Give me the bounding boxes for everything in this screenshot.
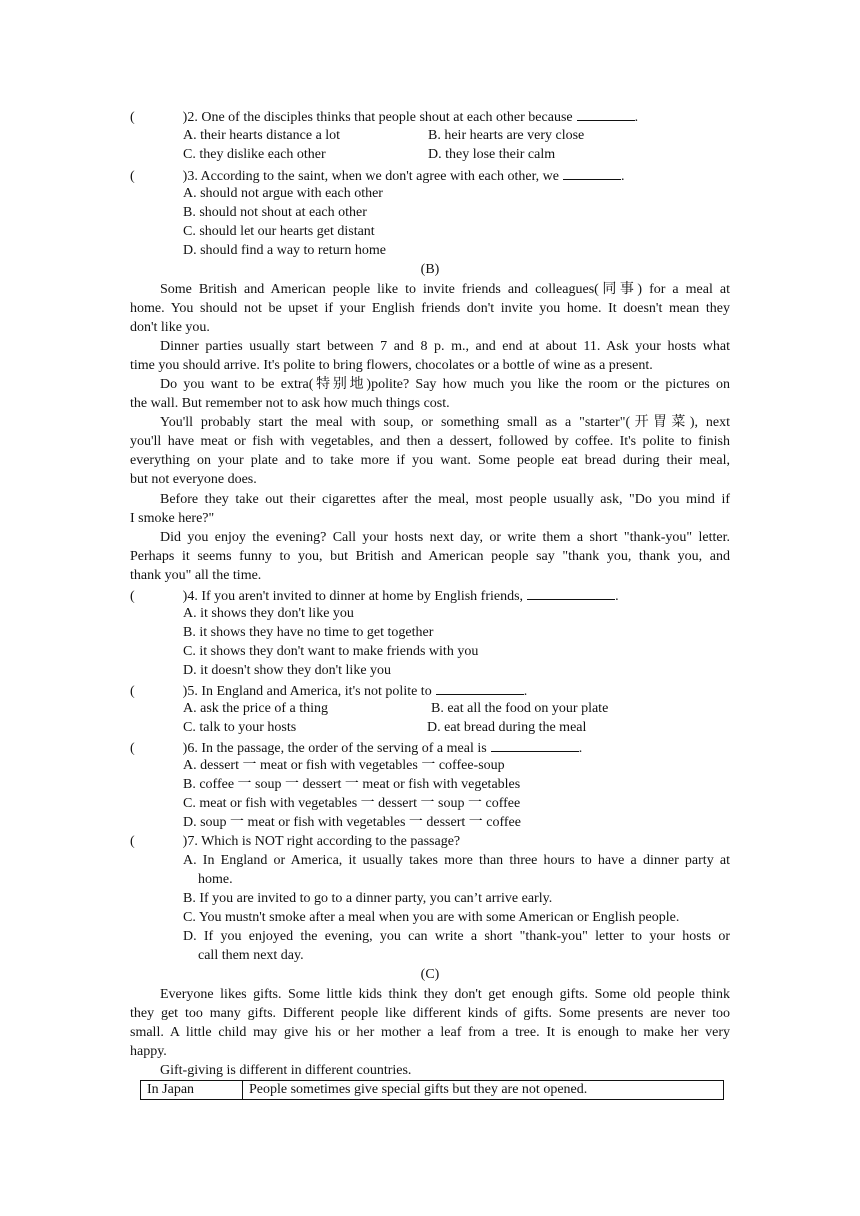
question-3-stem: ( )3. According to the saint, when we don't agree with each other, we . [130, 165, 625, 186]
question-3-option-a: A. should not argue with each other [183, 186, 383, 201]
question-7-stem [130, 832, 460, 851]
passage-b-p6-line1: Did you enjoy the evening? Call your hosts next day, or write them a short "thank-you" letter. [160, 530, 730, 545]
question-5-option-b: B. eat all the food on your plate [431, 701, 609, 716]
question-2-option-d: D. they lose their calm [428, 147, 556, 162]
table-cell-country: In Japan [141, 1081, 243, 1100]
question-2-option-a: A. their hearts distance a lot [183, 128, 341, 143]
question-4-option-c: C. it shows they don't want to make friends with you [183, 644, 479, 659]
passage-b-p4-line3: everything on your plate and to take more if you want. Some people eat bread during their meal, [130, 453, 730, 468]
passage-b-p1-line3: don't like you. [130, 320, 210, 335]
question-4-stem: ( )4. If you aren't invited to dinner at home by English friends, . [130, 585, 619, 606]
question-7-option-d-line1: D. If you enjoyed the evening, you can write a short "thank-you" letter to your hosts or [183, 929, 730, 944]
passage-b-p3-line1: Do you want to be extra(特别地)polite? Say how much you like the room or the pictures on [160, 377, 730, 392]
question-7-option-b: B. If you are invited to go to a dinner party, you can’t arrive early. [183, 891, 553, 906]
question-2-stem: ( )2. One of the disciples thinks that people shout at each other because . [130, 106, 638, 127]
question-6-text: )6. In the passage, the order of the serving of a meal is [182, 741, 487, 756]
answer-paren: ( [130, 684, 135, 699]
passage-b-p2-line2: time you should arrive. It's polite to bring flowers, chocolates or a bottle of wine as a present. [130, 358, 653, 373]
passage-b-p5-line1: Before they take out their cigarettes after the meal, most people usually ask, "Do you mind if [160, 492, 730, 507]
question-4-option-b: B. it shows they have no time to get together [183, 625, 434, 640]
passage-b-p6-line3: thank you" all the time. [130, 568, 262, 583]
question-4-option-a: A. it shows they don't like you [183, 606, 354, 621]
question-5-option-c: C. talk to your hosts [183, 720, 297, 735]
question-5-option-d: D. eat bread during the meal [427, 720, 587, 735]
question-6-option-d: D. soup 一 meat or fish with vegetables 一 dessert 一 coffee [183, 815, 521, 830]
question-7-option-c: C. You mustn't smoke after a meal when you are with some American or English people. [183, 910, 680, 925]
question-3-text: )3. According to the saint, when we don't agree with each other, we [182, 169, 560, 184]
passage-c-p1-line2: they get too many gifts. Different people like different kinds of gifts. Some presents are never too [130, 1006, 730, 1021]
passage-c-p2: Gift-giving is different in different countries. [160, 1063, 412, 1078]
question-7-text: )7. Which is NOT right according to the passage? [182, 834, 461, 849]
passage-b-p6-line2: Perhaps it seems funny to you, but British and American people say "thank you, thank you, and [130, 549, 730, 564]
question-5-text: )5. In England and America, it's not polite to [182, 684, 432, 699]
passage-b-p4-line4: but not everyone does. [130, 472, 257, 487]
passage-b-p3-line2: the wall. But remember not to ask how much things cost. [130, 396, 450, 411]
answer-paren: ( [130, 589, 135, 604]
answer-blank [491, 737, 579, 752]
question-4-text: )4. If you aren't invited to dinner at home by English friends, [182, 589, 524, 604]
passage-c-p1-line4: happy. [130, 1044, 167, 1059]
question-4-option-d: D. it doesn't show they don't like you [183, 663, 392, 678]
question-3-option-b: B. should not shout at each other [183, 205, 367, 220]
question-7-option-a-line1: A. In England or America, it usually takes more than three hours to have a dinner party at [183, 853, 730, 868]
passage-b-p1-line1: Some British and American people like to invite friends and colleagues(同事) for a meal at [160, 282, 730, 297]
question-6-stem: ( )6. In the passage, the order of the serving of a meal is . [130, 737, 582, 758]
answer-blank [527, 585, 615, 600]
passage-b-p4-line1: You'll probably start the meal with soup, or something small as a "starter"(开胃菜), next [160, 415, 730, 430]
question-6-option-c: C. meat or fish with vegetables 一 dessert 一 soup 一 coffee [183, 796, 521, 811]
question-2-option-c: C. they dislike each other [183, 147, 326, 162]
question-7-option-d-line2: call them next day. [198, 948, 304, 963]
question-2-text: )2. One of the disciples thinks that people shout at each other because [182, 110, 573, 125]
answer-blank [577, 106, 635, 121]
question-3-option-d: D. should find a way to return home [183, 243, 386, 258]
passage-b-p4-line2: you'll have meat or fish with vegetables, and then a dessert, followed by coffee. It's polite to finish [130, 434, 730, 449]
passage-b-p5-line2: I smoke here?" [130, 511, 215, 526]
question-5-stem: ( )5. In England and America, it's not polite to . [130, 680, 527, 701]
answer-paren: ( [130, 741, 135, 756]
gift-giving-table [140, 1080, 724, 1100]
table-row [141, 1081, 724, 1100]
question-6-option-a: A. dessert 一 meat or fish with vegetables 一 coffee-soup [183, 758, 505, 773]
passage-b-p1-line2: home. You should not be upset if your English friends don't invite you home. It doesn't mean they [130, 301, 730, 316]
section-b-heading: (B) [420, 262, 440, 277]
answer-paren: ( [130, 169, 135, 184]
passage-b-p2-line1: Dinner parties usually start between 7 and 8 p. m., and end at about 11. Ask your hosts what [160, 339, 730, 354]
question-6-option-b: B. coffee 一 soup 一 dessert 一 meat or fish with vegetables [183, 777, 521, 792]
question-7-option-a-line2: home. [198, 872, 233, 887]
answer-paren: ( [130, 834, 135, 849]
question-3-option-c: C. should let our hearts get distant [183, 224, 375, 239]
passage-c-p1-line3: small. A little child may give his or her mother a leaf from a tree. It is enough to make her very [130, 1025, 730, 1040]
question-2-option-b: B. heir hearts are very close [428, 128, 585, 143]
answer-blank [436, 680, 524, 695]
passage-c-p1-line1: Everyone likes gifts. Some little kids think they don't get enough gifts. Some old people think [160, 987, 730, 1002]
question-5-option-a: A. ask the price of a thing [183, 701, 329, 716]
section-c-heading: (C) [420, 967, 440, 982]
answer-blank [563, 165, 621, 180]
table-cell-custom: People sometimes give special gifts but they are not opened. [243, 1081, 724, 1100]
answer-paren: ( [130, 110, 135, 125]
